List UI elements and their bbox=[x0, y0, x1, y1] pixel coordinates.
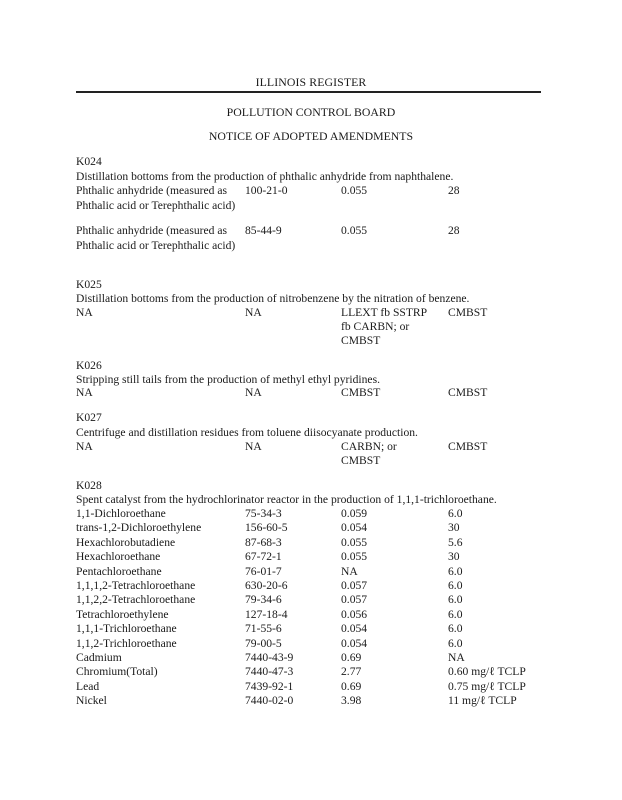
table-cell-ww: 0.055 bbox=[341, 550, 368, 564]
section-description: Centrifuge and distillation residues from toluene diisocyanate production. bbox=[76, 426, 418, 439]
table-cell-ww: 0.69 bbox=[341, 679, 362, 693]
table-row-ww: CARBN; or bbox=[341, 440, 397, 453]
table-row-cas: NA bbox=[245, 440, 262, 453]
table-cell-ww: 2.77 bbox=[341, 665, 362, 679]
register-title: ILLINOIS REGISTER bbox=[255, 75, 367, 89]
table-cell-ww: 0.054 bbox=[341, 622, 368, 636]
table-cell-nww: 6.0 bbox=[448, 593, 463, 607]
table-cell-cas: 76-01-7 bbox=[245, 564, 282, 578]
table-cell-constituent: Nickel bbox=[76, 694, 107, 708]
section-description: Distillation bottoms from the production of nitrobenzene by the nitration of benzene. bbox=[76, 292, 470, 305]
section-code: K024 bbox=[76, 155, 102, 168]
table-cell-constituent: Hexachloroethane bbox=[76, 550, 161, 564]
table-cell-cas: 7439-92-1 bbox=[245, 679, 294, 693]
table-row-ww: fb CARBN; or bbox=[341, 320, 410, 333]
table-cell-nww: NA bbox=[448, 651, 465, 664]
table-cell-constituent: Tetrachloroethylene bbox=[76, 607, 169, 621]
table-cell-constituent: trans-1,2-Dichloroethylene bbox=[76, 521, 202, 535]
table-cell-nww: 30 bbox=[448, 550, 460, 564]
table-cell-nww: 6.0 bbox=[448, 636, 463, 650]
table-row-ww: 0.055 bbox=[341, 224, 368, 237]
table-cell-cas: 79-34-6 bbox=[245, 593, 282, 607]
table-cell-cas: 67-72-1 bbox=[245, 550, 282, 564]
table-cell-nww: 6.0 bbox=[448, 607, 463, 621]
table-cell-nww: 6.0 bbox=[448, 564, 463, 578]
table-row-ww: CMBST bbox=[341, 334, 381, 347]
table-cell-nww: 6.0 bbox=[448, 579, 463, 592]
table-cell-constituent: 1,1,2-Trichloroethane bbox=[76, 636, 177, 650]
table-row-nww: CMBST bbox=[448, 386, 488, 399]
table-row-constituent: Phthalic anhydride (measured as Phthalic acid or Terephthalic acid) bbox=[76, 224, 236, 252]
table-cell-cas: 87-68-3 bbox=[245, 535, 282, 549]
table-cell-ww: NA bbox=[341, 564, 358, 578]
table-row-constituent: NA bbox=[76, 440, 93, 453]
table-cell-ww: 0.057 bbox=[341, 593, 368, 607]
table-cell-cas: 7440-02-0 bbox=[245, 694, 294, 708]
table-cell-ww: 3.98 bbox=[341, 694, 362, 708]
section-code: K027 bbox=[76, 411, 102, 424]
table-cell-ww: 0.057 bbox=[341, 579, 368, 592]
table-cell-nww: 0.60 mg/ℓ TCLP bbox=[448, 665, 526, 679]
table-row-cas: 85-44-9 bbox=[245, 224, 282, 237]
table-cell-ww: 0.054 bbox=[341, 521, 368, 535]
table-cell-cas: 630-20-6 bbox=[245, 579, 288, 592]
section-description: Distillation bottoms from the production of phthalic anhydride from naphthalene. bbox=[76, 170, 454, 183]
table-row-constituent: Phthalic anhydride (measured as Phthalic acid or Terephthalic acid) bbox=[76, 184, 236, 212]
table-cell-cas: 127-18-4 bbox=[245, 607, 288, 621]
table-cell-nww: 6.0 bbox=[448, 622, 463, 636]
notice-title: NOTICE OF ADOPTED AMENDMENTS bbox=[208, 129, 414, 143]
table-cell-ww: 0.055 bbox=[341, 535, 368, 549]
table-row-ww: CMBST bbox=[341, 386, 381, 399]
table-cell-constituent: Chromium(Total) bbox=[76, 665, 158, 679]
table-cell-nww: 30 bbox=[448, 521, 460, 535]
table-cell-cas: 7440-47-3 bbox=[245, 665, 294, 679]
table-cell-constituent: 1,1,2,2-Tetrachloroethane bbox=[76, 593, 196, 607]
table-cell-ww: 0.054 bbox=[341, 636, 368, 650]
table-row-nww: CMBST bbox=[448, 440, 488, 453]
section-code: K025 bbox=[76, 278, 102, 291]
table-cell-constituent: 1,1,1-Trichloroethane bbox=[76, 622, 177, 636]
table-cell-cas: 71-55-6 bbox=[245, 622, 282, 636]
table-row-ww: 0.055 bbox=[341, 184, 368, 197]
table-row-nww: CMBST bbox=[448, 306, 488, 319]
table-cell-constituent: Pentachloroethane bbox=[76, 564, 162, 578]
table-row-ww: CMBST bbox=[341, 454, 381, 467]
section-code: K026 bbox=[76, 359, 102, 372]
table-cell-constituent: Lead bbox=[76, 679, 100, 693]
table-row-cas: NA bbox=[245, 386, 262, 399]
table-row-constituent: NA bbox=[76, 386, 93, 399]
table-cell-nww: 5.6 bbox=[448, 535, 463, 549]
table-cell-constituent: Hexachlorobutadiene bbox=[76, 535, 176, 549]
table-cell-ww: 0.056 bbox=[341, 607, 368, 621]
section-code: K028 bbox=[76, 479, 102, 492]
table-cell-nww: 11 mg/ℓ TCLP bbox=[448, 694, 517, 708]
table-cell-cas: 79-00-5 bbox=[245, 636, 282, 650]
section-description: Spent catalyst from the hydrochlorinator reactor in the production of 1,1,1-trichloroethane. bbox=[76, 493, 497, 506]
table-cell-nww: 0.75 mg/ℓ TCLP bbox=[448, 679, 526, 693]
table-cell-nww: 6.0 bbox=[448, 507, 463, 520]
header-rule bbox=[76, 91, 541, 93]
table-row-ww: LLEXT fb SSTRP bbox=[341, 306, 428, 319]
section-description: Stripping still tails from the production of methyl ethyl pyridines. bbox=[76, 373, 380, 386]
table-cell-constituent: 1,1,1,2-Tetrachloroethane bbox=[76, 579, 196, 592]
table-cell-ww: 0.69 bbox=[341, 651, 362, 664]
table-row-cas: NA bbox=[245, 306, 262, 319]
table-cell-cas: 156-60-5 bbox=[245, 521, 288, 535]
table-cell-cas: 7440-43-9 bbox=[245, 651, 294, 664]
table-cell-constituent: 1,1-Dichloroethane bbox=[76, 507, 166, 520]
table-cell-ww: 0.059 bbox=[341, 507, 368, 520]
table-row-constituent: NA bbox=[76, 306, 93, 319]
table-cell-cas: 75-34-3 bbox=[245, 507, 282, 520]
table-row-nww: 28 bbox=[448, 224, 460, 237]
table-row-nww: 28 bbox=[448, 184, 460, 197]
board-name: POLLUTION CONTROL BOARD bbox=[226, 105, 396, 119]
table-row-cas: 100-21-0 bbox=[245, 184, 288, 197]
table-cell-constituent: Cadmium bbox=[76, 651, 122, 664]
